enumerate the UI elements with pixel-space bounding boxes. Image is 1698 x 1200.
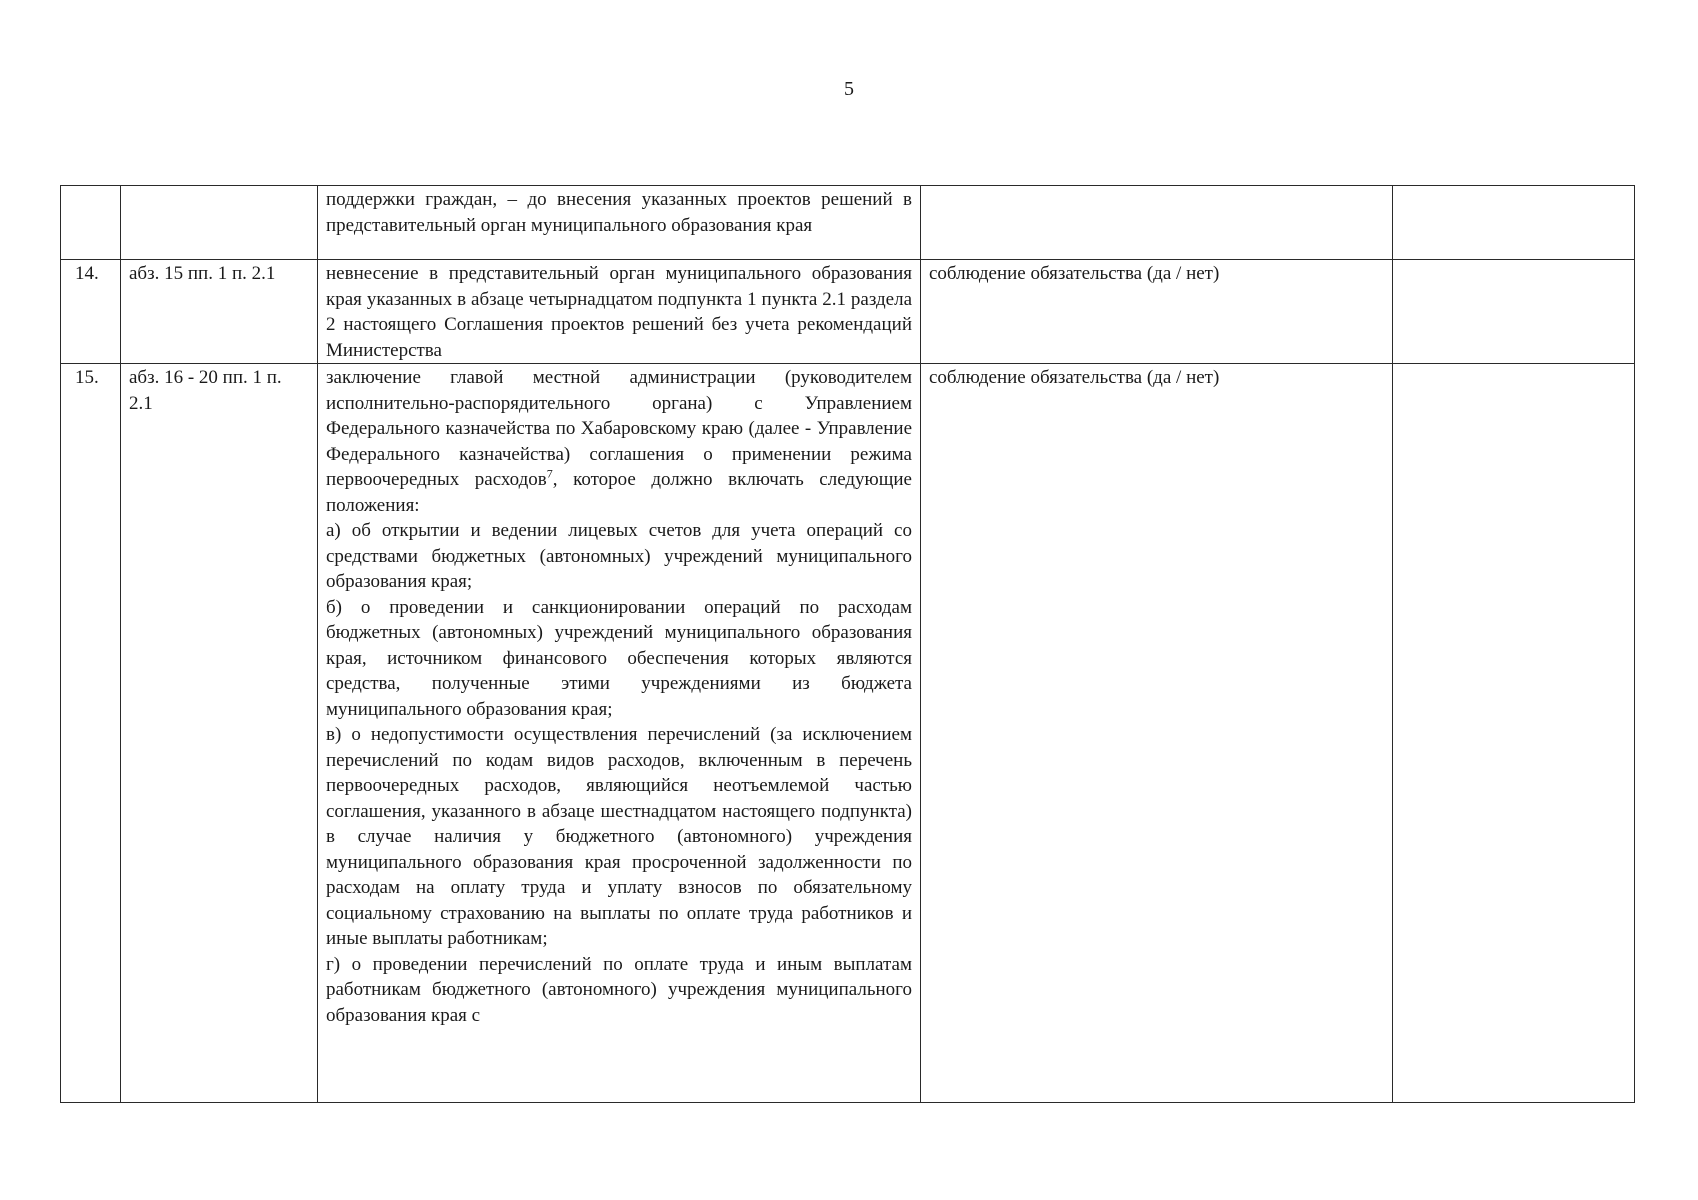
obligations-table: [60, 185, 1635, 1103]
obligation-paragraph-b: б) о проведении и санкционировании операций по расходам бюджетных (автономных) учреждений муниципального образования края, источником финансового обеспечения которых являются средства, полученные этими учреждениями из бюджета муниципального образования края;: [326, 596, 912, 720]
indicator-cell: соблюдение обязательства (да / нет): [921, 364, 1393, 1103]
row-number-cell: 15.: [61, 364, 121, 1103]
indicator-cell: [921, 186, 1393, 260]
obligation-paragraph-g: г) о проведении перечислений по оплате труда и иным выплатам работникам бюджетного (автономного) учреждения муниципального образования края с: [326, 953, 912, 1026]
intro-text: заключение главой местной администрации (руководителем исполнительно-распорядительного органа) с Управлением Федерального казначейства по Хабаровскому краю (далее - Управление Федерального казначейства) соглашения о применении режима первоочередных расходов: [326, 367, 912, 490]
page-number: 5: [844, 78, 854, 100]
value-cell: [1393, 186, 1635, 260]
reference-cell: абз. 15 пп. 1 п. 2.1: [121, 260, 318, 364]
footnote-mark: 7: [546, 466, 553, 481]
obligation-text-cell: [318, 186, 921, 260]
obligation-paragraph-a: а) об открытии и ведении лицевых счетов для учета операций со средствами бюджетных (автономных) учреждений муниципального образования края;: [326, 520, 912, 592]
indicator-cell: соблюдение обязательства (да / нет): [921, 260, 1393, 364]
value-cell: [1393, 364, 1635, 1103]
row-number-cell: 14.: [61, 260, 121, 364]
obligation-intro-paragraph: [326, 365, 912, 518]
obligation-paragraph-v: в) о недопустимости осуществления перечислений (за исключением перечислений по кодам видов расходов, включенным в перечень первоочередных расходов, являющийся неотъемлемой частью соглашения, указанного в абзаце шестнадцатом настоящего подпункта) в случае наличия у бюджетного (автономного) учреждения муниципального образования края просроченной задолженности по расходам на оплату труда и уплату взносов по обязательному социальному страхованию на выплаты по оплате труда работников и иные выплаты работникам;: [326, 724, 912, 949]
value-cell: [1393, 260, 1635, 364]
table-row: [61, 186, 1635, 260]
reference-cell: [121, 186, 318, 260]
obligation-paragraph: невнесение в представительный орган муниципального образования края указанных в абзаце четырнадцатом подпункта 1 пункта 2.1 раздела 2 настоящего Соглашения проектов решений без учета рекомендаций Министерства: [326, 263, 912, 361]
reference-cell: абз. 16 - 20 пп. 1 п. 2.1: [121, 364, 318, 1103]
obligation-paragraph: поддержки граждан, – до внесения указанных проектов решений в представительный орган муниципального образования края: [326, 189, 912, 236]
intro-text-tail: , которое должно включать следующие положения:: [326, 469, 912, 516]
obligation-text-cell: [318, 260, 921, 364]
table-row: [61, 364, 1635, 1103]
obligation-text-cell: [318, 364, 921, 1103]
row-number-cell: [61, 186, 121, 260]
table-row: [61, 260, 1635, 364]
